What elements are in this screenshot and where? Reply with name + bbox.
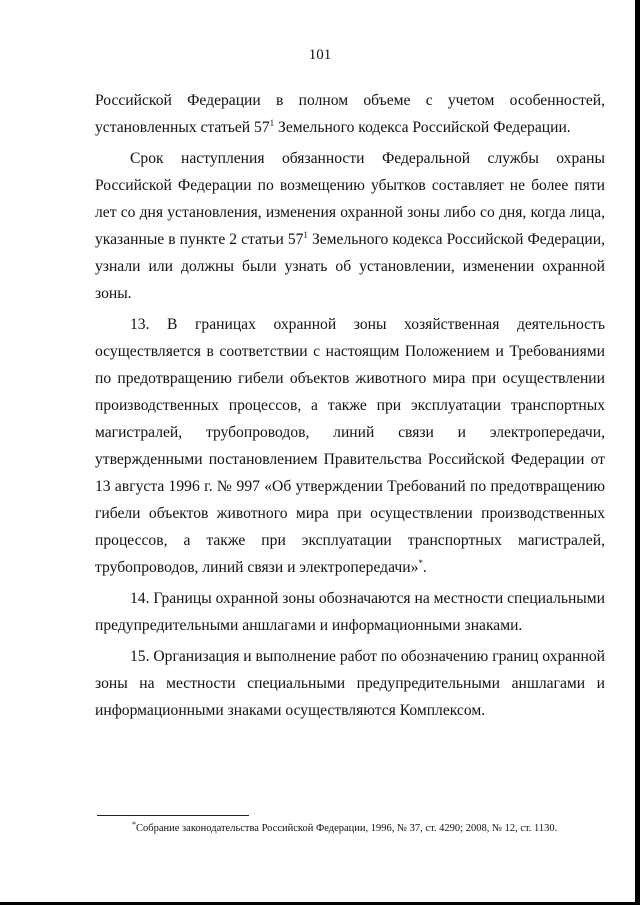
paragraph-text: 13. В границах охранной зоны хозяйственная деятельность осуществляется в соответствии с настоящим Положением и Требованиями по предотвращению гибели объектов животного мира при осуществлении производственных процессов, а также при эксплуатации транспортных магистралей, трубопроводов, линий связи и электропередачи, утвержденными постановлением Правительства Российской Федерации от 13 августа 1996 г. № 997 «Об утверждении Требований по предотвращению гибели объектов животного мира при осуществлении производственных процессов, а также при эксплуатации транспортных магистралей, трубопроводов, линий связи и электропередачи» xyxy=(95,316,605,576)
paragraph-p1 xyxy=(95,87,605,141)
paragraph-p4 xyxy=(95,585,605,639)
superscript: 1 xyxy=(303,230,308,240)
footnote-separator xyxy=(97,815,249,816)
paragraph-text: Срок наступления обязанности Федеральной службы охраны Российской Федерации по возмещению убытков составляет не более пяти лет со дня установления, изменения охранной зоны либо со дня, когда лица, указанные в пункте 2 статьи 57 xyxy=(95,150,605,248)
superscript: * xyxy=(418,558,423,568)
footnote-mark: * xyxy=(132,820,136,829)
scan-edge-right xyxy=(635,0,640,905)
paragraph-p3 xyxy=(95,311,605,581)
paragraph-text: 14. Границы охранной зоны обозначаются на местности специальными предупредительными аншлагами и информационными знаками. xyxy=(95,590,605,634)
footnote xyxy=(132,822,612,836)
paragraph-p5 xyxy=(95,643,605,724)
paragraph-text: Российской Федерации в полном объеме с учетом особенностей, установленных статьей 57 xyxy=(95,92,605,136)
paragraph-p2 xyxy=(95,145,605,307)
page-number: 101 xyxy=(308,47,332,63)
paragraph-text: 15. Организация и выполнение работ по обозначению границ охранной зоны на местности специальными предупредительными аншлагами и информационными знаками осуществляются Комплексом. xyxy=(95,648,606,719)
document-body xyxy=(95,87,605,728)
paragraph-text: . xyxy=(422,559,427,576)
superscript: 1 xyxy=(269,118,275,128)
paragraph-text: Земельного кодекса Российской Федерации. xyxy=(274,119,571,136)
footnote-text: Собрание законодательства Российской Федерации, 1996, № 37, ст. 4290; 2008, № 12, ст. 1130. xyxy=(136,823,558,834)
paragraph-text: Земельного кодекса Российской Федерации, узнали или должны были узнать об установлении, изменении охранной зоны. xyxy=(95,231,605,302)
